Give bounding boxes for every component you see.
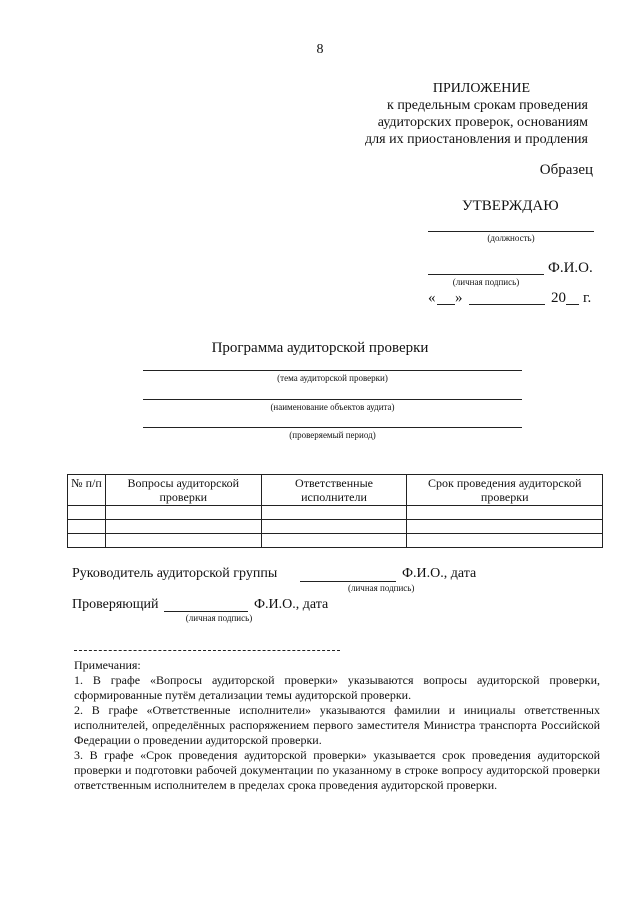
table-row [68, 506, 603, 520]
objects-line [143, 399, 522, 400]
approval-signature-caption: (личная подпись) [452, 277, 520, 287]
notes-divider [74, 650, 340, 651]
note-item-1: 1. В графе «Вопросы аудиторской проверки» указываются вопросы аудиторской проверки, сформированные путём детализации темы аудиторской проверки. [74, 673, 600, 702]
date-day-line [437, 304, 455, 305]
table-cell [261, 520, 407, 534]
table-cell [68, 520, 106, 534]
page-number: 8 [316, 42, 324, 57]
date-year-prefix: 20 [551, 290, 566, 306]
position-line [428, 231, 594, 232]
note-item-2: 2. В графе «Ответственные исполнители» указываются фамилии и инициалы ответственных исполнителей, определённых распоряжением первого заместителя Министра транспорта Российской Федерации о проведении аудиторской проверки. [74, 703, 600, 747]
topic-caption: (тема аудиторской проверки) [277, 373, 388, 383]
inspector-signature-caption: (личная подпись) [185, 613, 253, 623]
table-cell [261, 506, 407, 520]
table-cell [68, 506, 106, 520]
date-year-suffix: г. [583, 290, 592, 306]
notes-heading: Примечания: [74, 658, 141, 672]
leader-label: Руководитель аудиторской группы [72, 566, 278, 581]
period-caption: (проверяемый период) [289, 430, 376, 440]
table-cell [105, 506, 261, 520]
table-row [68, 520, 603, 534]
date-close-quote: » [455, 290, 463, 306]
note-item-3: 3. В графе «Срок проведения аудиторской проверки» указывается срок проведения аудиторской проверки и подготовки рабочей документации по указанному в строке вопросу аудиторской проверки ответственным исполнителем в пределах срока проведения аудиторской проверки. [74, 748, 600, 792]
date-year-line [566, 304, 579, 305]
approval-name-label: Ф.И.О. [548, 260, 593, 276]
inspector-label: Проверяющий [72, 597, 159, 612]
table-row [68, 534, 603, 548]
leader-signature-line [300, 581, 396, 582]
approval-signature-line [428, 274, 544, 275]
date-month-line [469, 304, 545, 305]
objects-caption: (наименование объектов аудита) [270, 402, 395, 412]
annex-line-3: для их приостановления и продления [365, 132, 588, 147]
table-cell [407, 534, 603, 548]
header-number: № п/п [68, 475, 106, 506]
table-cell [407, 520, 603, 534]
table-header-row [68, 475, 603, 506]
date-open-quote: « [428, 290, 436, 306]
period-line [143, 427, 522, 428]
table-cell [261, 534, 407, 548]
header-deadline: Срок проведения аудиторской проверки [407, 475, 603, 506]
audit-program-table [67, 474, 603, 548]
topic-line [143, 370, 522, 371]
annex-line-1: к предельным срокам проведения [387, 98, 588, 113]
table-cell [105, 520, 261, 534]
annex-line-2: аудиторских проверок, основаниям [377, 115, 588, 130]
inspector-name-date: Ф.И.О., дата [254, 597, 329, 612]
table-cell [105, 534, 261, 548]
position-caption: (должность) [487, 233, 535, 243]
inspector-signature-line [164, 611, 248, 612]
approval-heading: УТВЕРЖДАЮ [462, 198, 559, 214]
annex-block [268, 80, 588, 148]
annex-title: ПРИЛОЖЕНИЕ [432, 81, 530, 96]
leader-name-date: Ф.И.О., дата [402, 566, 477, 581]
notes-block [74, 658, 600, 793]
program-title: Программа аудиторской проверки [211, 340, 429, 356]
header-questions: Вопросы аудиторской проверки [105, 475, 261, 506]
header-responsible: Ответственные исполнители [261, 475, 407, 506]
table-cell [407, 506, 603, 520]
table-cell [68, 534, 106, 548]
sample-label: Образец [539, 162, 593, 178]
leader-signature-caption: (личная подпись) [348, 583, 415, 593]
